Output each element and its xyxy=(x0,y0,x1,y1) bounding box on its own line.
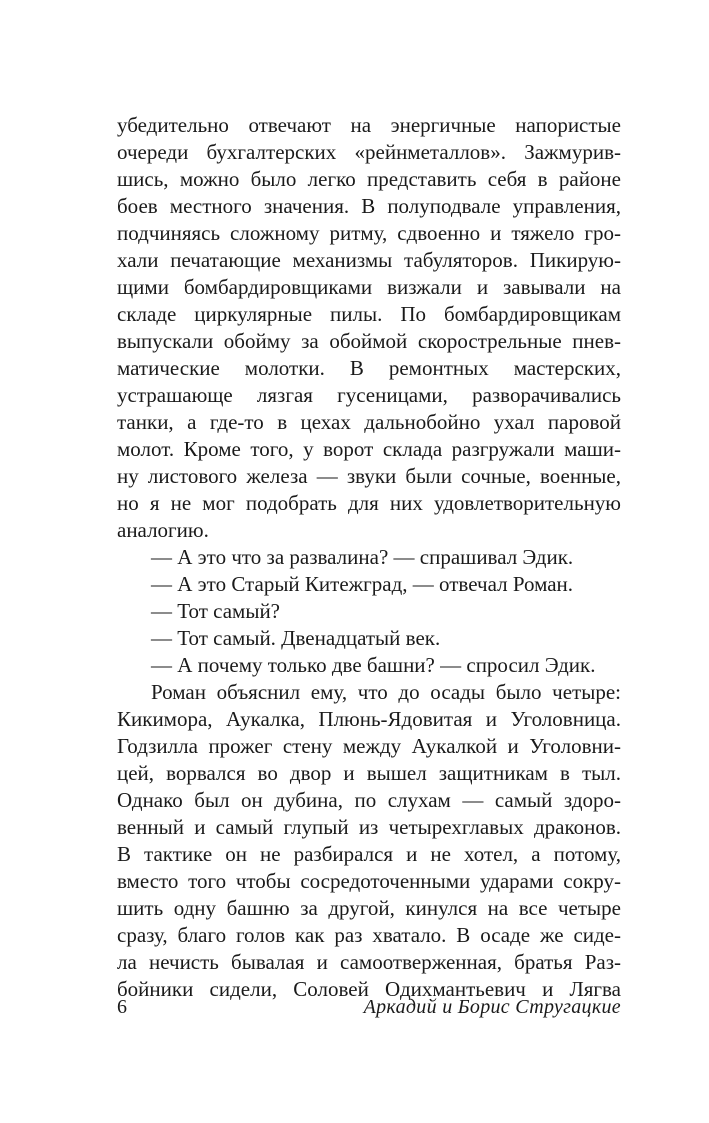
dialogue-line-3: — Тот самый? xyxy=(151,599,281,623)
text-line-25: цей, ворвался во двор и вышел защитникам в тыл. xyxy=(117,761,621,785)
text-line-15: но я не мог подобрать для них удовлетворительную xyxy=(117,491,621,515)
text-line-26: Однако был он дубина, по слухам — самый здоро- xyxy=(117,788,621,812)
text-line-2: очереди бухгалтерских «рейнметаллов». Зажмурив- xyxy=(117,140,621,164)
text-line-12: танки, а где-то в цехах дальнобойно ухал паровой xyxy=(117,410,621,434)
text-line-11: устрашающе лязгая гусеницами, разворачивались xyxy=(117,383,621,407)
text-line-10: матические молотки. В ремонтных мастерских, xyxy=(117,356,621,380)
text-line-33: бойники сидели, Соловей Одихмантьевич и Лягва xyxy=(117,977,621,1001)
text-line-23: Кикимора, Аукалка, Плюнь-Ядовитая и Уголовница. xyxy=(117,707,621,731)
dialogue-line-1: — А это что за развалина? — спрашивал Эдик. xyxy=(151,545,574,569)
text-line-13: молот. Кроме того, у ворот склада разгружали маши- xyxy=(117,437,621,461)
text-line-8: складе циркулярные пилы. По бомбардировщикам xyxy=(117,302,621,326)
text-line-9: выпускали обойму за обоймой скорострельные пнев- xyxy=(117,329,621,353)
book-page-text xyxy=(117,112,621,1003)
text-line-31: сразу, благо голов как раз хватало. В осаде же сиде- xyxy=(117,923,621,947)
text-line-27: венный и самый глупый из четырехглавых драконов. xyxy=(117,815,621,839)
text-line-29: вместо того чтобы сосредоточенными ударами сокру- xyxy=(117,869,621,893)
text-line-7: щими бомбардировщиками визжали и завывали на xyxy=(117,275,621,299)
text-line-5: подчиняясь сложному ритму, сдвоенно и тяжело гро- xyxy=(117,221,621,245)
text-line-6: хали печатающие механизмы табуляторов. Пикирую- xyxy=(117,248,621,272)
dialogue-line-5: — А почему только две башни? — спросил Эдик. xyxy=(151,653,596,677)
page-footer xyxy=(117,992,621,1022)
text-line-14: ну листового железа — звуки были сочные, военные, xyxy=(117,464,621,488)
text-line-22: Роман объяснил ему, что до осады было четыре: xyxy=(151,680,621,704)
text-line-1: убедительно отвечают на энергичные напористые xyxy=(117,113,621,137)
running-title: Аркадий и Борис Стругацкие xyxy=(363,996,621,1018)
text-line-4: боев местного значения. В полуподвале управления, xyxy=(117,194,621,218)
text-line-16: аналогию. xyxy=(117,518,209,542)
text-line-32: ла нечисть бывалая и самоотверженная, братья Раз- xyxy=(117,950,621,974)
page-number: 6 xyxy=(117,996,127,1018)
text-line-30: шить одну башню за другой, кинулся на все четыре xyxy=(117,896,621,920)
text-line-3: шись, можно было легко представить себя в районе xyxy=(117,167,621,191)
text-line-28: В тактике он не разбирался и не хотел, а потому, xyxy=(117,842,621,866)
dialogue-line-2: — А это Старый Китежград, — отвечал Роман. xyxy=(151,572,574,596)
text-line-24: Годзилла прожег стену между Аукалкой и Уголовни- xyxy=(117,734,621,758)
dialogue-line-4: — Тот самый. Двенадцатый век. xyxy=(151,626,441,650)
